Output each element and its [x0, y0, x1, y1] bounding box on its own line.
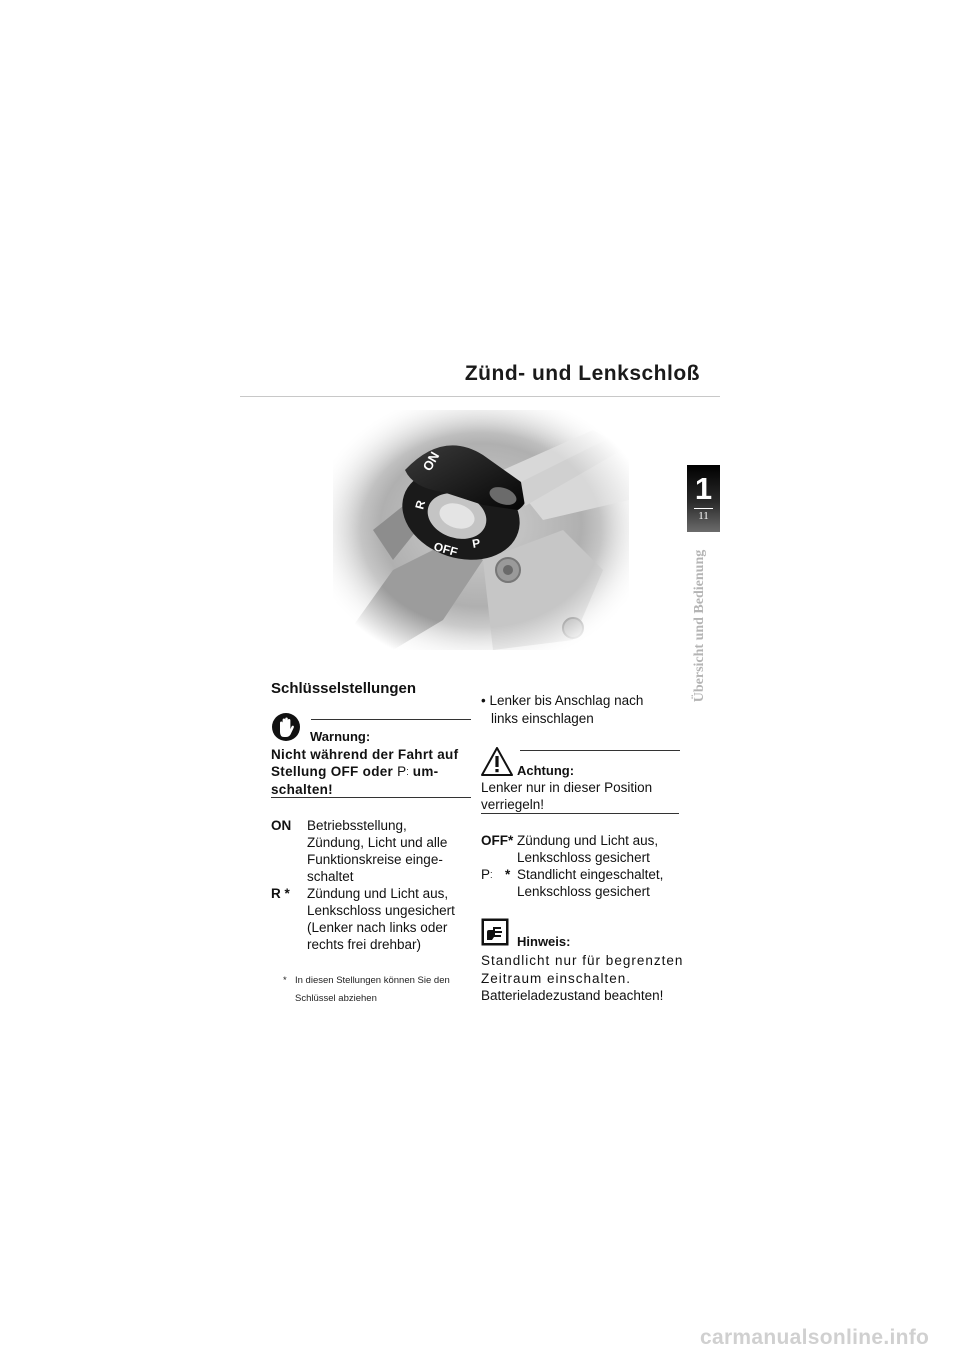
definition-desc-on: Betriebsstellung, Zündung, Licht und alle Funktionskreise einge- schaltet: [307, 818, 448, 884]
page-number: 11: [698, 510, 709, 522]
ignition-lock-photo: [333, 410, 629, 650]
warning-line-3: schalten!: [271, 782, 333, 797]
definition-term-off: OFF*: [481, 833, 514, 848]
parking-symbol: P⁚: [397, 764, 409, 779]
note-title: Hinweis:: [517, 934, 571, 949]
warning-text: [271, 746, 476, 798]
bullet-line-1: • Lenker bis Anschlag nach: [481, 693, 644, 708]
bullet-item: [481, 692, 681, 727]
definition-term-r: R *: [271, 886, 290, 901]
page-title: Zünd- und Lenkschloß: [464, 362, 700, 385]
warning-line-2-pre: Stellung OFF oder: [271, 764, 394, 779]
chapter-tab-divider: [694, 508, 713, 509]
definition-term-parking-mark: *: [505, 867, 511, 882]
definition-term-parking: P⁚: [481, 867, 493, 882]
note-text: Standlicht nur für begrenzten Zeitraum einschalten. Batterieladezustand beachten!: [481, 953, 684, 1003]
chapter-number: 1: [694, 471, 713, 506]
warning-divider-bottom: [271, 797, 471, 798]
footnote-text: In diesen Stellungen können Sie den Schlüssel abziehen: [295, 975, 450, 1004]
watermark: carmanualsonline.info: [700, 1326, 930, 1349]
definition-desc-parking: Standlicht eingeschaltet, Lenkschloss gesichert: [517, 867, 664, 899]
title-divider: [240, 396, 720, 397]
caution-title: Achtung:: [517, 763, 575, 778]
chapter-side-label: Übersicht und Bedienung: [692, 549, 707, 703]
bullet-line-2: links einschlagen: [491, 710, 594, 726]
footnote-mark: *: [283, 975, 287, 986]
section-heading: Schlüsselstellungen: [271, 680, 417, 697]
warning-line-2: [271, 763, 476, 781]
caution-text: Lenker nur in dieser Position verriegeln!: [481, 780, 653, 812]
warning-divider-top: [311, 719, 471, 720]
stop-hand-icon: [271, 712, 301, 742]
warning-title: Warnung:: [310, 729, 371, 744]
caution-divider-top: [520, 750, 680, 751]
note-hand-icon: [481, 918, 509, 946]
definition-term-on: ON: [271, 818, 292, 833]
warning-triangle-icon: [481, 747, 513, 776]
warning-line-1: Nicht während der Fahrt auf: [271, 747, 459, 762]
definition-desc-r: Zündung und Licht aus, Lenkschloss ungesichert (Lenker nach links oder rechts frei drehbar): [307, 886, 455, 952]
warning-line-2-post: um-: [412, 764, 439, 779]
definition-desc-off: Zündung und Licht aus, Lenkschloss gesichert: [517, 833, 659, 865]
caution-divider-bottom: [481, 813, 679, 814]
